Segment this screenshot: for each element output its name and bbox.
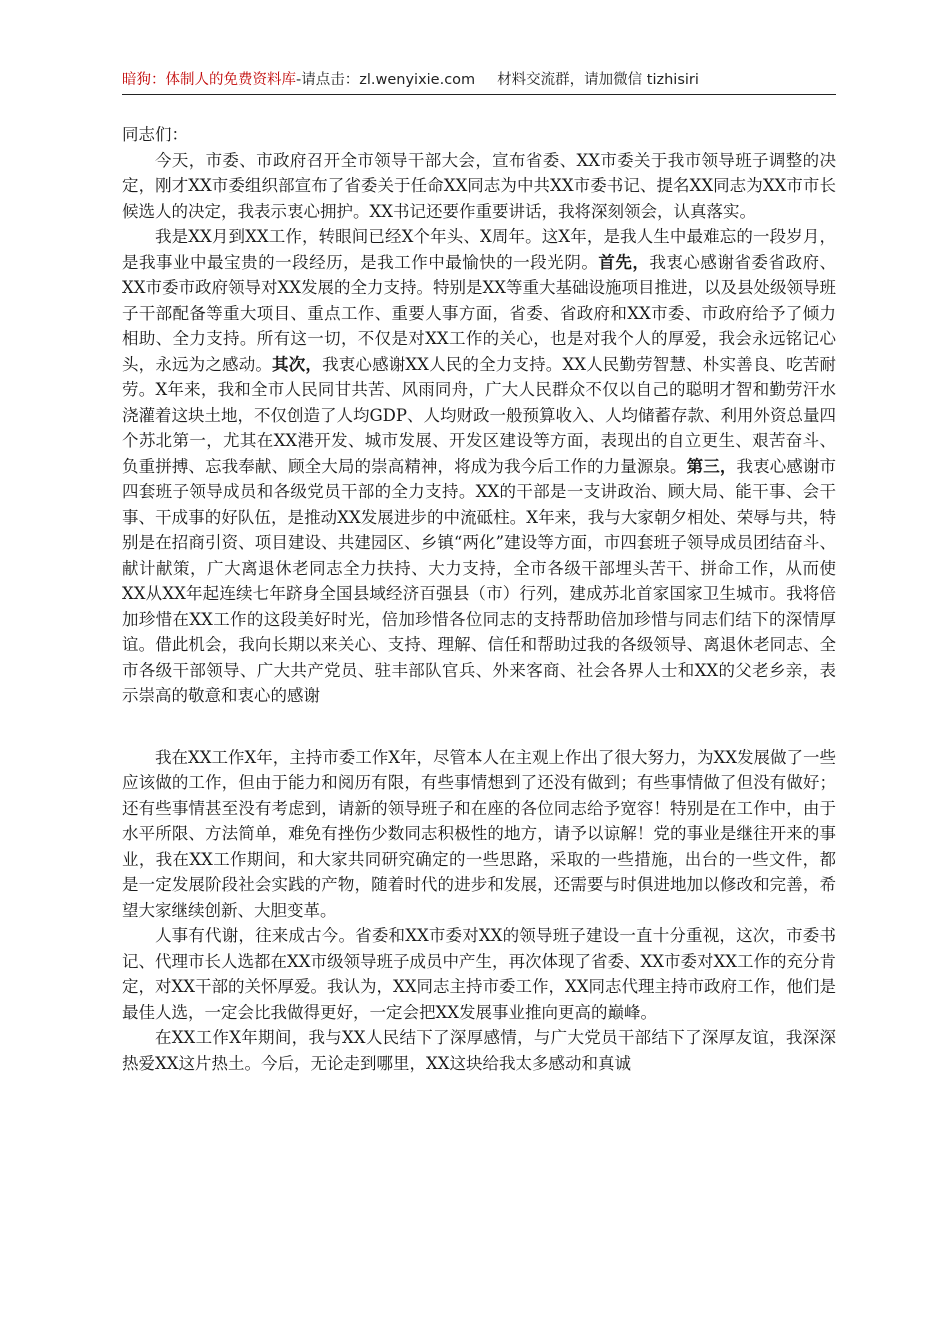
page-header xyxy=(122,70,836,95)
paragraph-2-second-marker: 其次， xyxy=(272,354,323,374)
paragraph-4: 人事有代谢，往来成古今。省委和XX市委对XX的领导班子建设一直十分重视，这次，市委书记、代理市长人选都在XX市级领导班子成员中产生，再次体现了省委、XX市委对XX工作的充分肯定，对XX干部的关怀厚爱。我认为，XX同志主持市委工作，XX同志代理主持市政府工作，他们是最佳人选，一定会比我做得更好，一定会把XX发展事业推向更高的巅峰。 xyxy=(122,926,836,1022)
header-site-name: 暗狗：体制人的免费资料库 xyxy=(122,72,296,88)
header-url-link[interactable]: zl.wenyixie.com xyxy=(359,72,476,88)
paragraph-2-first-text: 我衷心感谢省委省政府、XX市委市政府领导对XX发展的全力支持。特别是XX等重大基础设施项目推进，以及县处级领导班子干部配备等重大项目、重点工作、重要人事方面，省委、省政府和XX市委、市政府给予了倾力相助、全力支持。所有这一切，不仅是对XX工作的关心，也是对我个人的厚爱，我会永远铭记心头，永远为之感动。 xyxy=(122,252,837,374)
document-body xyxy=(122,122,836,1076)
paragraph-2-third-text: 我衷心感谢市四套班子领导成员和各级党员干部的全力支持。XX的干部是一支讲政治、顾大局、能干事、会干事、干成事的好队伍，是推动XX发展进步的中流砥柱。X年来，我与大家朝夕相处、荣辱与共，特别是在招商引资、项目建设、共建园区、乡镇“两化”建设等方面，市四套班子领导成员团结奋斗、献计献策，广大离退休老同志全力扶持、大力支持，全市各级干部埋头苦干、拼命工作，从而使XX从XX年起连续七年跻身全国县域经济百强县（市）行列，建成苏北首家国家卫生城市。我将倍加珍惜在XX工作的这段美好时光，倍加珍惜各位同志的支持帮助倍加珍惜与同志们结下的深情厚谊。借此机会，我向长期以来关心、支持、理解、信任和帮助过我的各级领导、离退休老同志、全市各级干部领导、广大共产党员、驻丰部队官兵、外来客商、社会各界人士和XX的父老乡亲，表示崇高的敬意和衷心的感谢 xyxy=(122,456,837,705)
paragraph-2-second-text: 我衷心感谢XX人民的全力支持。XX人民勤劳智慧、朴实善良、吃苦耐劳。X年来，我和全市人民同甘共苦、风雨同舟，广大人民群众不仅以自己的聪明才智和勤劳汗水浇灌着这块土地，不仅创造了人均GDP、人均财政一般预算收入、人均储蓄存款、利用外资总量四个苏北第一，尤其在XX港开发、城市发展、开发区建设等方面，表现出的自立更生、艰苦奋斗、负重拼搏、忘我奉献、顾全大局的崇高精神，将成为我今后工作的力量源泉。 xyxy=(122,354,837,476)
paragraph-2-third-marker: 第三， xyxy=(686,456,737,476)
paragraph-2-first-marker: 首先， xyxy=(598,252,650,272)
header-wechat-note: 材料交流群，请加微信 tizhisiri xyxy=(497,72,699,88)
paragraph-3: 我在XX工作X年，主持市委工作X年，尽管本人在主观上作出了很大努力，为XX发展做了一些应该做的工作，但由于能力和阅历有限，有些事情想到了还没有做到；有些事情做了但没有做好；还有些事情甚至没有考虑到，请新的领导班子和在座的各位同志给予宽容！特别是在工作中，由于水平所限、方法简单，难免有挫伤少数同志积极性的地方，请予以谅解！党的事业是继往开来的事业，我在XX工作期间，和大家共同研究确定的一些思路，采取的一些措施，出台的一些文件，都是一定发展阶段社会实践的产物，随着时代的进步和发展，还需要与时俱进地加以修改和完善，希望大家继续创新、大胆变革。 xyxy=(122,747,836,920)
salutation: 同志们： xyxy=(122,125,188,144)
header-click-label: -请点击： xyxy=(296,72,360,88)
paragraph-1: 今天，市委、市政府召开全市领导干部大会，宣布省委、XX市委关于我市领导班子调整的决定，刚才XX市委组织部宣布了省委关于任命XX同志为中共XX市委书记、提名XX同志为XX市市长候选人的决定，我表示衷心拥护。XX书记还要作重要讲话，我将深刻领会，认真落实。 xyxy=(122,150,836,221)
paragraph-2-intro: 我是XX月到XX工作，转眼间已经X个年头、X周年。这X年，是我人生中最难忘的一段岁月，是我事业中最宝贵的一段经历，是我工作中最愉快的一段光阴。 xyxy=(122,227,836,272)
paragraph-2 xyxy=(122,224,836,709)
paragraph-5: 在XX工作X年期间，我与XX人民结下了深厚感情，与广大党员干部结下了深厚友谊，我深深热爱XX这片热土。今后，无论走到哪里，XX这块给我太多感动和真诚 xyxy=(122,1028,836,1073)
